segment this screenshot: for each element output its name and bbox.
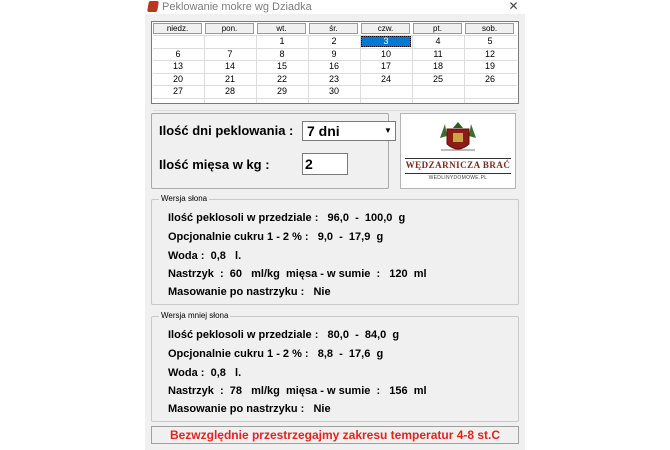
calendar-grid-line xyxy=(153,35,517,36)
calendar-day-cell[interactable]: 26 xyxy=(484,73,495,84)
calendar-grid-line xyxy=(153,73,517,74)
calendar-day-cell[interactable]: 7 xyxy=(227,48,233,59)
calendar-day-cell xyxy=(205,36,255,47)
calendar-day-header: czw. xyxy=(361,23,410,34)
chevron-down-icon[interactable]: ▼ xyxy=(384,126,392,135)
calendar-day-cell[interactable]: 5 xyxy=(487,36,493,46)
calendar-grid-line xyxy=(412,35,413,103)
calendar-grid-line xyxy=(153,60,517,61)
calendar-day-header: pt. xyxy=(413,23,462,34)
calendar-day-cell[interactable]: 20 xyxy=(172,73,183,84)
calendar-grid-line xyxy=(360,35,361,103)
calendar-day-cell[interactable]: 2 xyxy=(331,36,337,46)
calendar-day-cell[interactable]: 8 xyxy=(279,48,285,59)
calendar-day-cell xyxy=(413,86,463,97)
calendar-day-cell[interactable]: 28 xyxy=(224,86,235,96)
less-salty-version-caption: Wersja mniej słona xyxy=(161,311,229,320)
calendar-day-cell[interactable]: 24 xyxy=(380,73,391,84)
calendar-grid-line xyxy=(153,48,517,49)
calendar-day-cell[interactable]: 14 xyxy=(224,61,235,71)
days-select[interactable] xyxy=(302,121,396,141)
salty-sugar-range: Opcjonalnie cukru 1 - 2 % : 9,0 - 17,9 g xyxy=(168,231,384,243)
calendar-day-cell[interactable]: 18 xyxy=(432,61,443,71)
calendar-grid-line xyxy=(153,110,517,111)
title-bar xyxy=(145,0,525,14)
logo-rule-bottom xyxy=(405,173,511,174)
logo-rule-top xyxy=(405,158,511,159)
meat-kg-input[interactable]: 2 xyxy=(302,153,348,175)
less-salty-version-group xyxy=(151,311,519,422)
calendar-day-cell[interactable]: 25 xyxy=(432,73,443,84)
calendar-day-cell[interactable]: 9 xyxy=(331,48,337,59)
calendar-day-cell[interactable]: 27 xyxy=(172,86,183,96)
salty-water: Woda : 0,8 l. xyxy=(168,250,242,262)
calendar-day-header: pon. xyxy=(205,23,254,34)
calendar-day-cell[interactable]: 11 xyxy=(433,48,443,59)
days-select-value: 7 dni xyxy=(307,123,340,139)
less-salty-water: Woda : 0,8 l. xyxy=(168,367,242,379)
calendar-day-cell[interactable]: 19 xyxy=(484,61,495,71)
calendar-grid-line xyxy=(153,98,517,99)
calendar-header xyxy=(153,23,517,35)
logo-url: WEDLINYDOMOWE.PL xyxy=(428,175,488,181)
calendar-day-cell[interactable]: 15 xyxy=(276,61,287,71)
calendar-day-cell xyxy=(361,86,411,97)
calendar-day-cell[interactable]: 12 xyxy=(484,48,495,59)
window-title: Peklowanie mokre wg Dziadka xyxy=(162,1,312,13)
brand-logo xyxy=(400,113,516,189)
calendar-grid-line xyxy=(308,35,309,103)
salty-cure-salt-range: Ilość peklosoli w przedziale : 96,0 - 100,0 g xyxy=(168,212,406,224)
calendar-day-cell[interactable]: 16 xyxy=(328,61,339,71)
logo-brand-name: WĘDZARNICZA BRAĆ xyxy=(405,160,511,170)
meat-label: Ilość mięsa w kg : xyxy=(159,157,270,172)
calendar-day-cell[interactable]: 3 xyxy=(361,36,411,47)
calendar-day-cell[interactable]: 17 xyxy=(380,61,391,71)
calendar-grid-line xyxy=(153,85,517,86)
less-salty-massage: Masowanie po nastrzyku : Nie xyxy=(168,403,331,415)
calendar-day-cell[interactable]: 13 xyxy=(172,61,183,71)
month-calendar[interactable] xyxy=(151,21,519,104)
calendar-day-header: śr. xyxy=(309,23,358,34)
calendar-day-cell[interactable]: 10 xyxy=(380,48,391,59)
salty-version-caption: Wersja słona xyxy=(161,194,208,203)
calendar-day-cell xyxy=(465,86,515,97)
close-button[interactable]: ✕ xyxy=(508,0,519,13)
calendar-day-cell xyxy=(153,36,203,47)
app-icon xyxy=(147,1,159,12)
calendar-day-cell[interactable]: 21 xyxy=(224,73,235,84)
salty-injection: Nastrzyk : 60 ml/kg mięsa - w sumie : 120 ml xyxy=(168,268,427,280)
calendar-grid-line xyxy=(464,35,465,103)
app-window xyxy=(145,0,525,450)
calendar-grid-line xyxy=(256,35,257,103)
calendar-day-cell[interactable]: 4 xyxy=(435,36,441,46)
calendar-day-cell[interactable]: 23 xyxy=(328,73,339,84)
calendar-day-header: niedz. xyxy=(153,23,202,34)
calendar-day-cell[interactable]: 6 xyxy=(175,48,181,59)
input-panel xyxy=(151,113,392,189)
salty-massage: Masowanie po nastrzyku : Nie xyxy=(168,286,331,298)
calendar-day-cell[interactable]: 1 xyxy=(279,36,285,46)
crest-icon xyxy=(401,114,515,160)
less-salty-cure-salt-range: Ilość peklosoli w przedziale : 80,0 - 84,0 g xyxy=(168,329,400,341)
salty-version-group xyxy=(151,194,519,305)
calendar-day-header: sob. xyxy=(465,23,514,34)
calendar-day-header: wt. xyxy=(257,23,306,34)
calendar-day-cell[interactable]: 29 xyxy=(276,86,287,96)
calendar-day-cell[interactable]: 30 xyxy=(328,86,339,96)
calendar-day-cell[interactable]: 22 xyxy=(276,73,287,84)
temperature-warning: Bezwzględnie przestrzegajmy zakresu temperatur 4-8 st.C xyxy=(151,426,519,444)
days-label: Ilość dni peklowania : xyxy=(159,123,294,138)
calendar-grid-line xyxy=(204,35,205,103)
less-salty-sugar-range: Opcjonalnie cukru 1 - 2 % : 8,8 - 17,6 g xyxy=(168,348,384,360)
less-salty-injection: Nastrzyk : 78 ml/kg mięsa - w sumie : 156 ml xyxy=(168,385,427,397)
